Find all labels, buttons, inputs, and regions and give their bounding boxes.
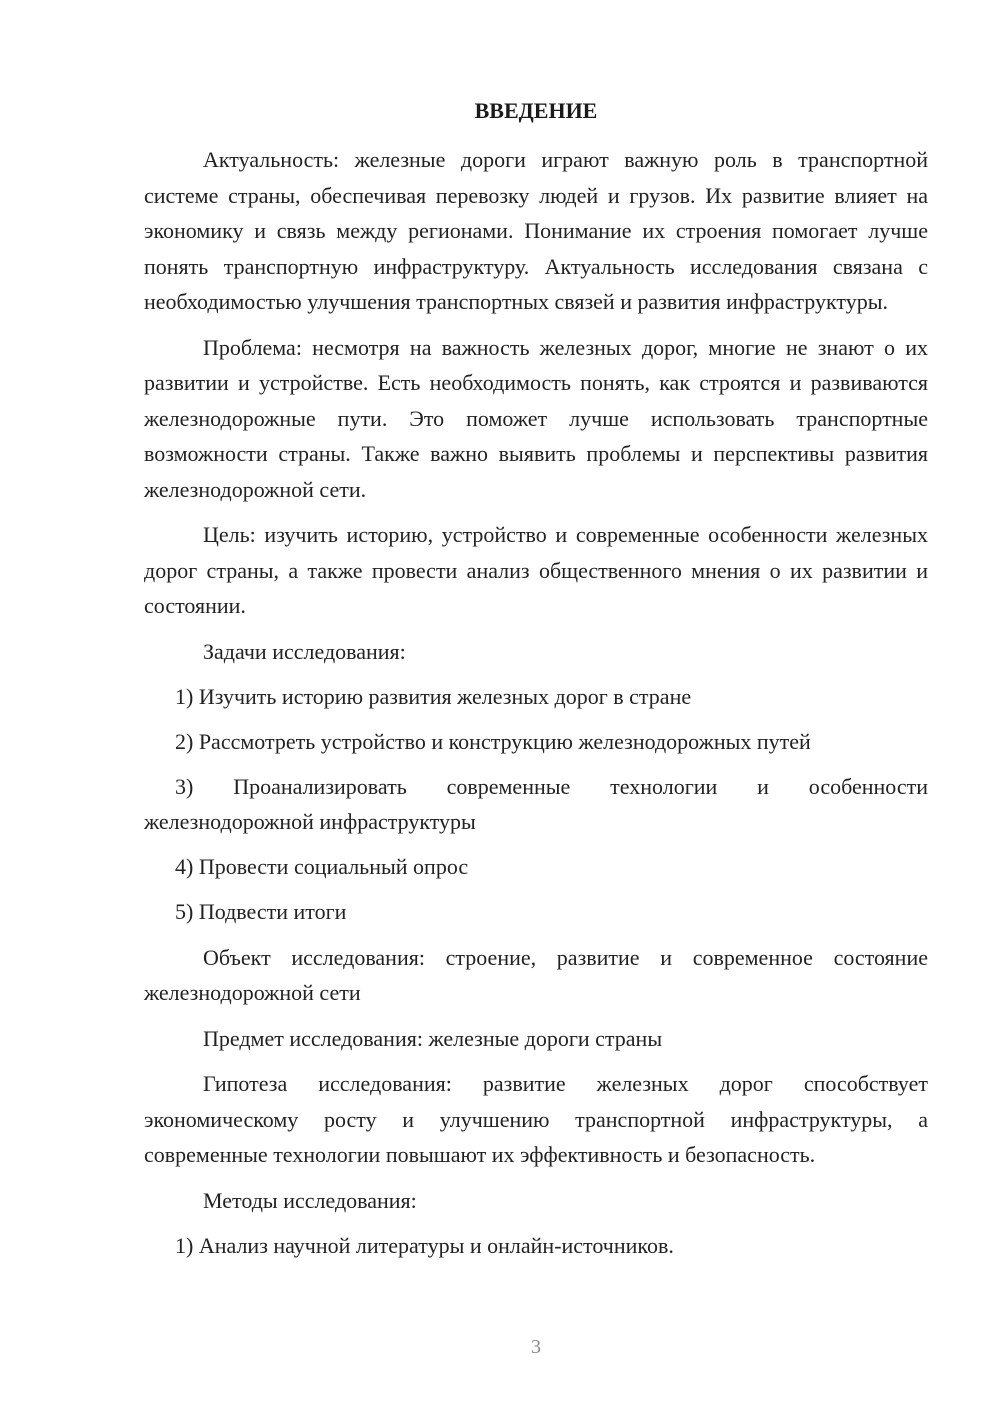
paragraph-subject: Предмет исследования: железные дороги страны xyxy=(203,1025,663,1051)
page-number: 3 xyxy=(531,1336,541,1358)
paragraph-hypothesis: Гипотеза исследования: развитие железных дорог способствует экономическому росту и улучшению транспортной инфраструктуры, а современные технологии повышают их эффективность и безопасность. xyxy=(144,1071,928,1167)
task-item: 1) Изучить историю развития железных дорог в стране xyxy=(175,683,692,709)
methods-heading: Методы исследования: xyxy=(203,1187,417,1213)
paragraph-relevance: Актуальность: железные дороги играют важную роль в транспортной системе страны, обеспечивая перевозку людей и грузов. Их развитие влияет на экономику и связь между регионами. Понимание их строения помогает лучше понять транспортную инфраструктуру. Актуальность исследования связана с необходимостью улучшения транспортных связей и развития инфраструктуры. xyxy=(144,147,928,314)
paragraph-problem: Проблема: несмотря на важность железных дорог, многие не знают о их развитии и устройстве. Есть необходимость понять, как строятся и развиваются железнодорожные пути. Это поможет лучше использовать транспортные возможности страны. Также важно выявить проблемы и перспективы развития железнодорожной сети. xyxy=(144,334,928,502)
task-item: 4) Провести социальный опрос xyxy=(175,854,469,879)
task-item: 2) Рассмотреть устройство и конструкцию железнодорожных путей xyxy=(175,728,811,754)
page-title: ВВЕДЕНИЕ xyxy=(474,98,598,123)
paragraph-object: Объект исследования: строение, развитие и современное состояние железнодорожной сети xyxy=(144,944,928,1005)
paragraph-goal: Цель: изучить историю, устройство и современные особенности железных дорог страны, а также провести анализ общественного мнения о их развитии и состоянии. xyxy=(144,522,928,618)
tasks-heading: Задачи исследования: xyxy=(203,638,406,664)
task-item: 5) Подвести итоги xyxy=(175,899,347,924)
method-item: 1) Анализ научной литературы и онлайн-источников. xyxy=(175,1232,674,1258)
task-item: 3) Проанализировать современные технологии и особенности железнодорожной инфраструктуры xyxy=(144,773,928,834)
page-body xyxy=(144,142,928,1263)
